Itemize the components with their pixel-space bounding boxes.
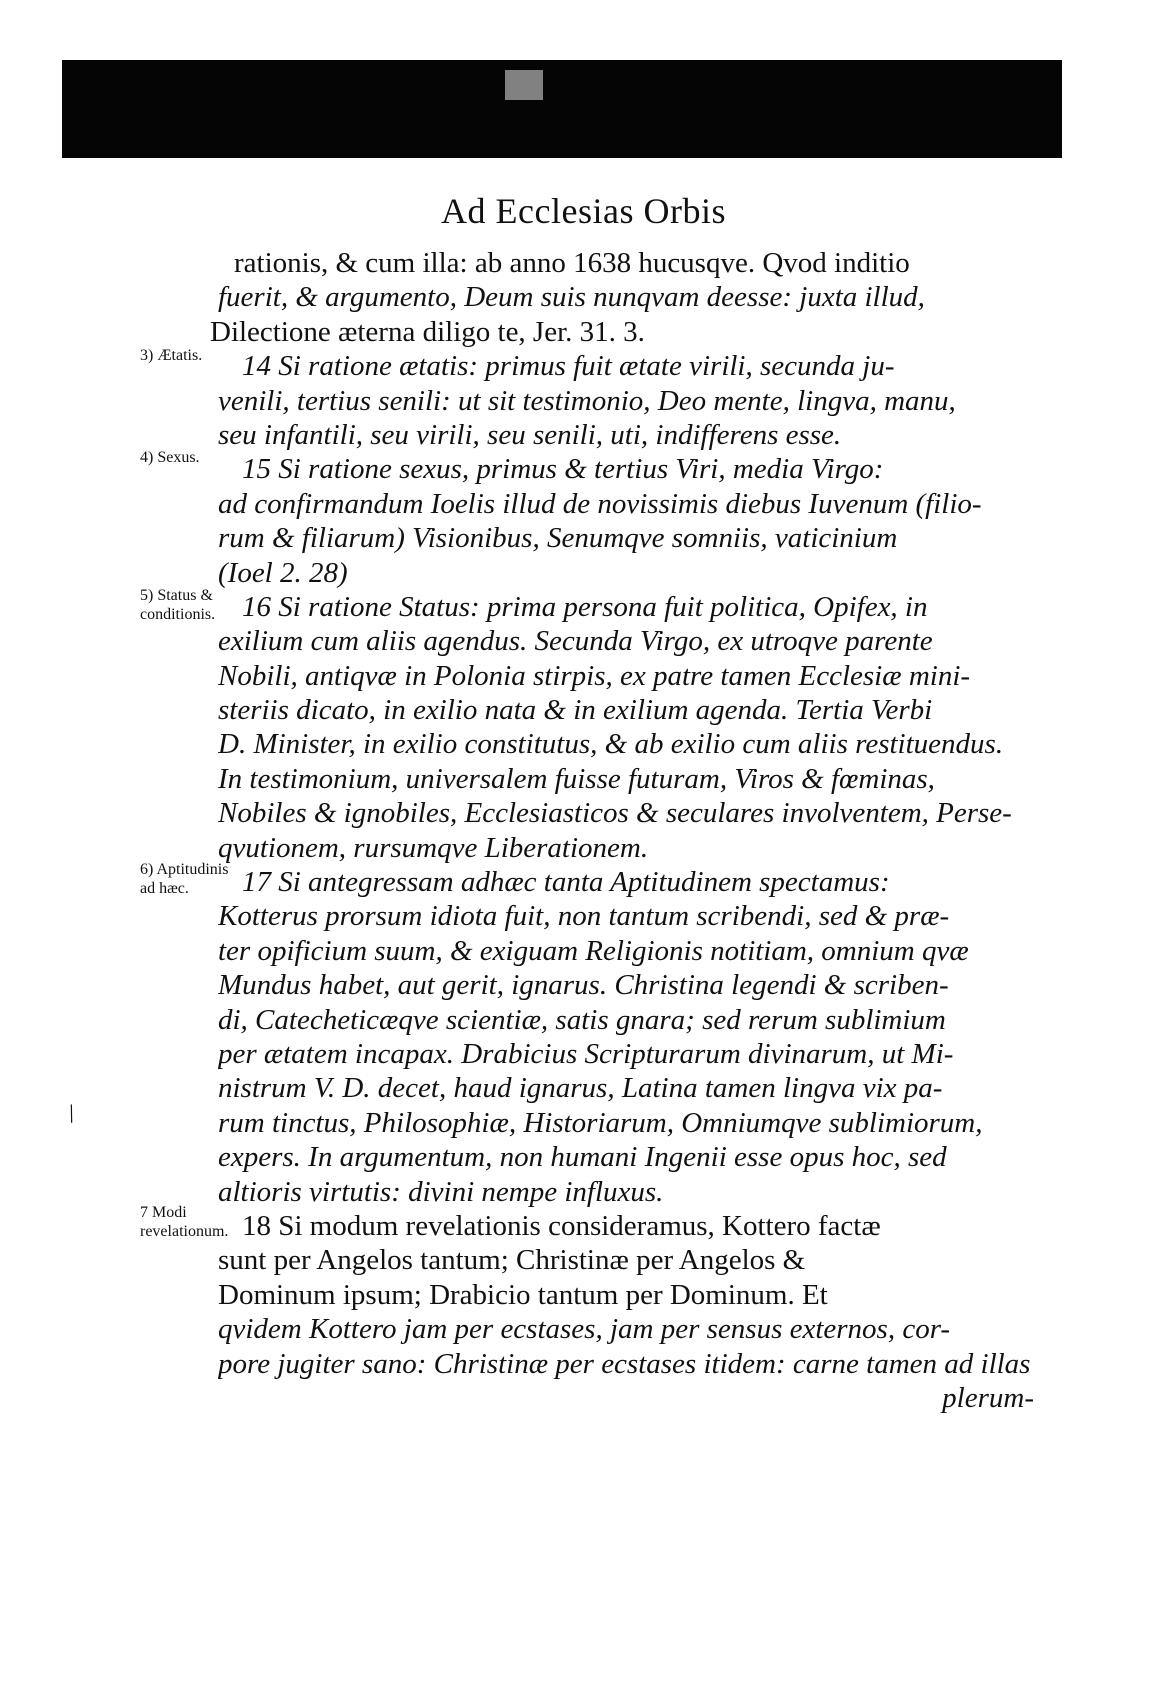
- text-line: D. Minister, in exilio constitutus, & ab exilio cum aliis restituendus.: [218, 728, 1004, 761]
- text-line: sunt per Angelos tantum; Christinæ per Angelos &: [218, 1244, 806, 1277]
- scan-speck: [505, 70, 543, 100]
- text-line: 14 Si ratione ætatis: primus fuit ætate virili, secunda ju-: [242, 350, 895, 383]
- text-line: Kotterus prorsum idiota fuit, non tantum scribendi, sed & præ-: [218, 900, 950, 933]
- text-line: ter opificium suum, & exiguam Religionis notitiam, omnium qvæ: [218, 934, 969, 967]
- text-line: 15 Si ratione sexus, primus & tertius Viri, media Virgo:: [242, 453, 884, 486]
- text-line: steriis dicato, in exilio nata & in exilium agenda. Tertia Verbi: [218, 694, 933, 727]
- text-line: exilium cum aliis agendus. Secunda Virgo, ex utroqve parente: [218, 625, 933, 658]
- text-line: 16 Si ratione Status: prima persona fuit politica, Opifex, in: [242, 590, 928, 623]
- text-line: di, Catecheticæqve scientiæ, satis gnara; sed rerum sublimium: [218, 1003, 946, 1036]
- text-line: fuerit, & argumento, Deum suis nunqvam deesse: juxta illud,: [218, 281, 925, 314]
- text-line: Dominum ipsum; Drabicio tantum per Dominum. Et: [218, 1278, 828, 1311]
- text-line: altioris virtutis: divini nempe influxus.: [218, 1175, 664, 1208]
- text-line: Mundus habet, aut gerit, ignarus. Christina legendi & scriben-: [218, 969, 949, 1002]
- body-text: [210, 246, 1034, 1415]
- page-title: Ad Ecclesias Orbis: [441, 191, 726, 231]
- text-line: qvutionem, rursumqve Liberationem.: [218, 831, 649, 864]
- text-line: 17 Si antegressam adhæc tanta Aptitudinem spectamus:: [242, 866, 890, 899]
- text-line: (Ioel 2. 28): [218, 556, 348, 589]
- margin-note-aptitudinis: 6) Aptitudinis ad hæc.: [140, 861, 229, 897]
- text-line: Dilectione æterna diligo te, Jer. 31. 3.: [210, 315, 645, 348]
- catchword: plerum-: [942, 1381, 1034, 1414]
- text-line: Nobiles & ignobiles, Ecclesiasticos & seculares involventem, Perse-: [218, 797, 1012, 830]
- text-line: rum & filiarum) Visionibus, Senumqve somniis, vaticinium: [218, 522, 898, 555]
- margin-note-status: 5) Status & conditionis.: [140, 587, 216, 623]
- text-line: ad confirmandum Ioelis illud de novissimis diebus Iuvenum (filio-: [218, 487, 982, 520]
- text-line: expers. In argumentum, non humani Ingenii esse opus hoc, sed: [218, 1141, 947, 1174]
- text-line: Nobili, antiqvæ in Polonia stirpis, ex patre tamen Ecclesiæ mini-: [218, 659, 971, 692]
- text-line: seu infantili, seu virili, seu senili, uti, indifferens esse.: [218, 418, 842, 451]
- text-line: qvidem Kottero jam per ecstases, jam per sensus externos, cor-: [218, 1313, 951, 1346]
- text-line: rum tinctus, Philosophiæ, Historiarum, Omniumqve sublimiorum,: [218, 1106, 983, 1139]
- margin-note-modi: 7 Modi revelationum.: [140, 1204, 229, 1240]
- text-line: per ætatem incapax. Drabicius Scripturarum divinarum, ut Mi-: [218, 1037, 954, 1070]
- margin-note-aetatis: 3) Ætatis.: [140, 347, 203, 364]
- text-line: In testimonium, universalem fuisse futuram, Viros & fœminas,: [218, 762, 935, 795]
- margin-notes: [140, 0, 230, 1700]
- text-line: nistrum V. D. decet, haud ignarus, Latina tamen lingva vix pa-: [218, 1072, 943, 1105]
- margin-note-sexus: 4) Sexus.: [140, 449, 200, 466]
- text-line: 18 Si modum revelationis consideramus, Kottero factæ: [242, 1209, 881, 1242]
- text-line: rationis, & cum illa: ab anno 1638 hucusqve. Qvod inditio: [234, 247, 910, 279]
- text-line: venili, tertius senili: ut sit testimonio, Deo mente, lingva, manu,: [218, 384, 956, 417]
- stray-ink-mark: /: [63, 1098, 80, 1129]
- text-line: pore jugiter sano: Christinæ per ecstases itidem: carne tamen ad illas: [218, 1347, 1031, 1380]
